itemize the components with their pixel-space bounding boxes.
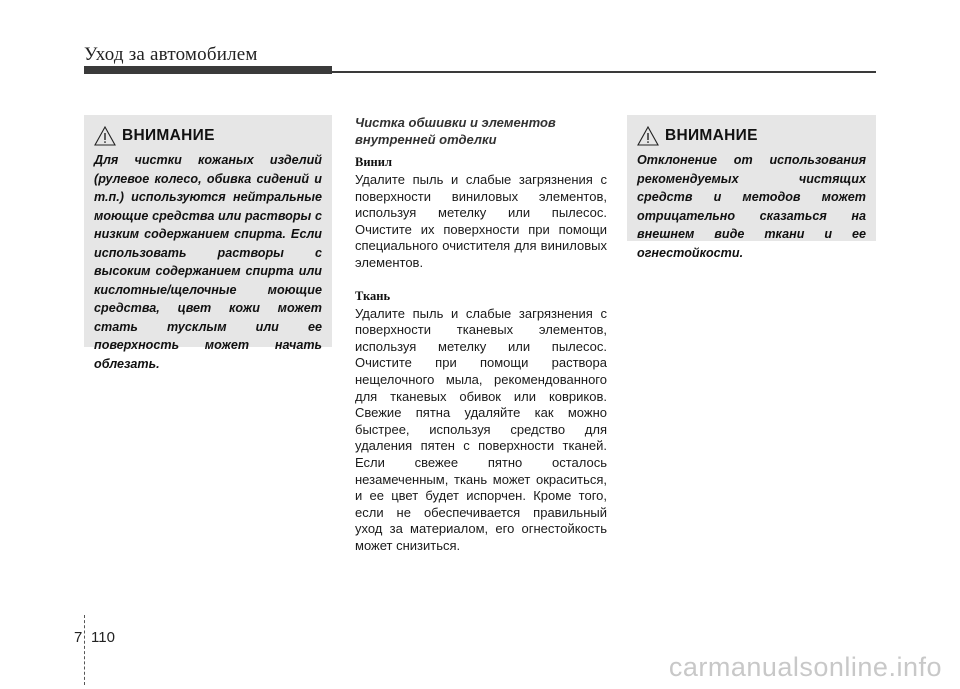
header-rule-thick: [84, 66, 332, 74]
watermark: carmanualsonline.info: [668, 652, 942, 682]
warning-triangle-icon: [637, 126, 659, 146]
section-title: Чистка обшивки и элементов внутренней отделки: [355, 115, 556, 147]
vinyl-text: Удалите пыль и слабые загрязнения с поверхности виниловых элементов, используя метелку или пылесос. Очистите их поверхности при помощи специального очистителя для виниловых элементов.: [355, 172, 607, 270]
header-rule-thin: [332, 71, 876, 73]
warning-text: Для чистки кожаных изделий (рулевое колесо, обивка сидений и т.п.) используются нейтральные моющие средства или растворы с низким содержанием спирта. Если использовать растворы с высоким содержанием спирта или кислотные/щелочные моющие средства, цвет кожи может стать тусклым или ее поверхность может начать облезать.: [94, 153, 322, 371]
fabric-text: Удалите пыль и слабые загрязнения с поверхности тканевых элементов, используя метелку или пылесос. Очистите при помощи раствора нещелочного мыла, рекомендованного для тканевых обивок или ковриков. Свежие пятна удаляйте как можно быстрее, используя средство для удаления пятен с поверхности тканей. Если свежее пятно осталось незамеченным, ткань может окраситься, и ее цвет будет испорчен. Кроме того, если не обеспечивается правильный уход за материалом, его огнестойкость может снизиться.: [355, 305, 607, 553]
warning-triangle-icon: [94, 126, 116, 146]
page-number-divider: [84, 615, 85, 685]
page-number: 110: [91, 629, 115, 646]
interior-cleaning-section: [355, 114, 607, 554]
warning-box-leather: [84, 115, 332, 371]
warning-box-fabric: [627, 115, 876, 260]
warning-header: [94, 125, 322, 147]
warning-title: ВНИМАНИЕ: [122, 127, 215, 144]
subsection-title-fabric: Ткань: [355, 288, 391, 303]
chapter-number: 7: [74, 629, 83, 646]
page-header-title: Уход за автомобилем: [84, 44, 258, 65]
warning-title: ВНИМАНИЕ: [665, 127, 758, 144]
warning-text: Отклонение от использования рекомендуемых чистящих средств и методов может отрицательно сказаться на внешнем виде ткани и ее огнестойкости.: [637, 153, 866, 260]
subsection-title-vinyl: Винил: [355, 155, 392, 169]
warning-header: [637, 125, 866, 147]
